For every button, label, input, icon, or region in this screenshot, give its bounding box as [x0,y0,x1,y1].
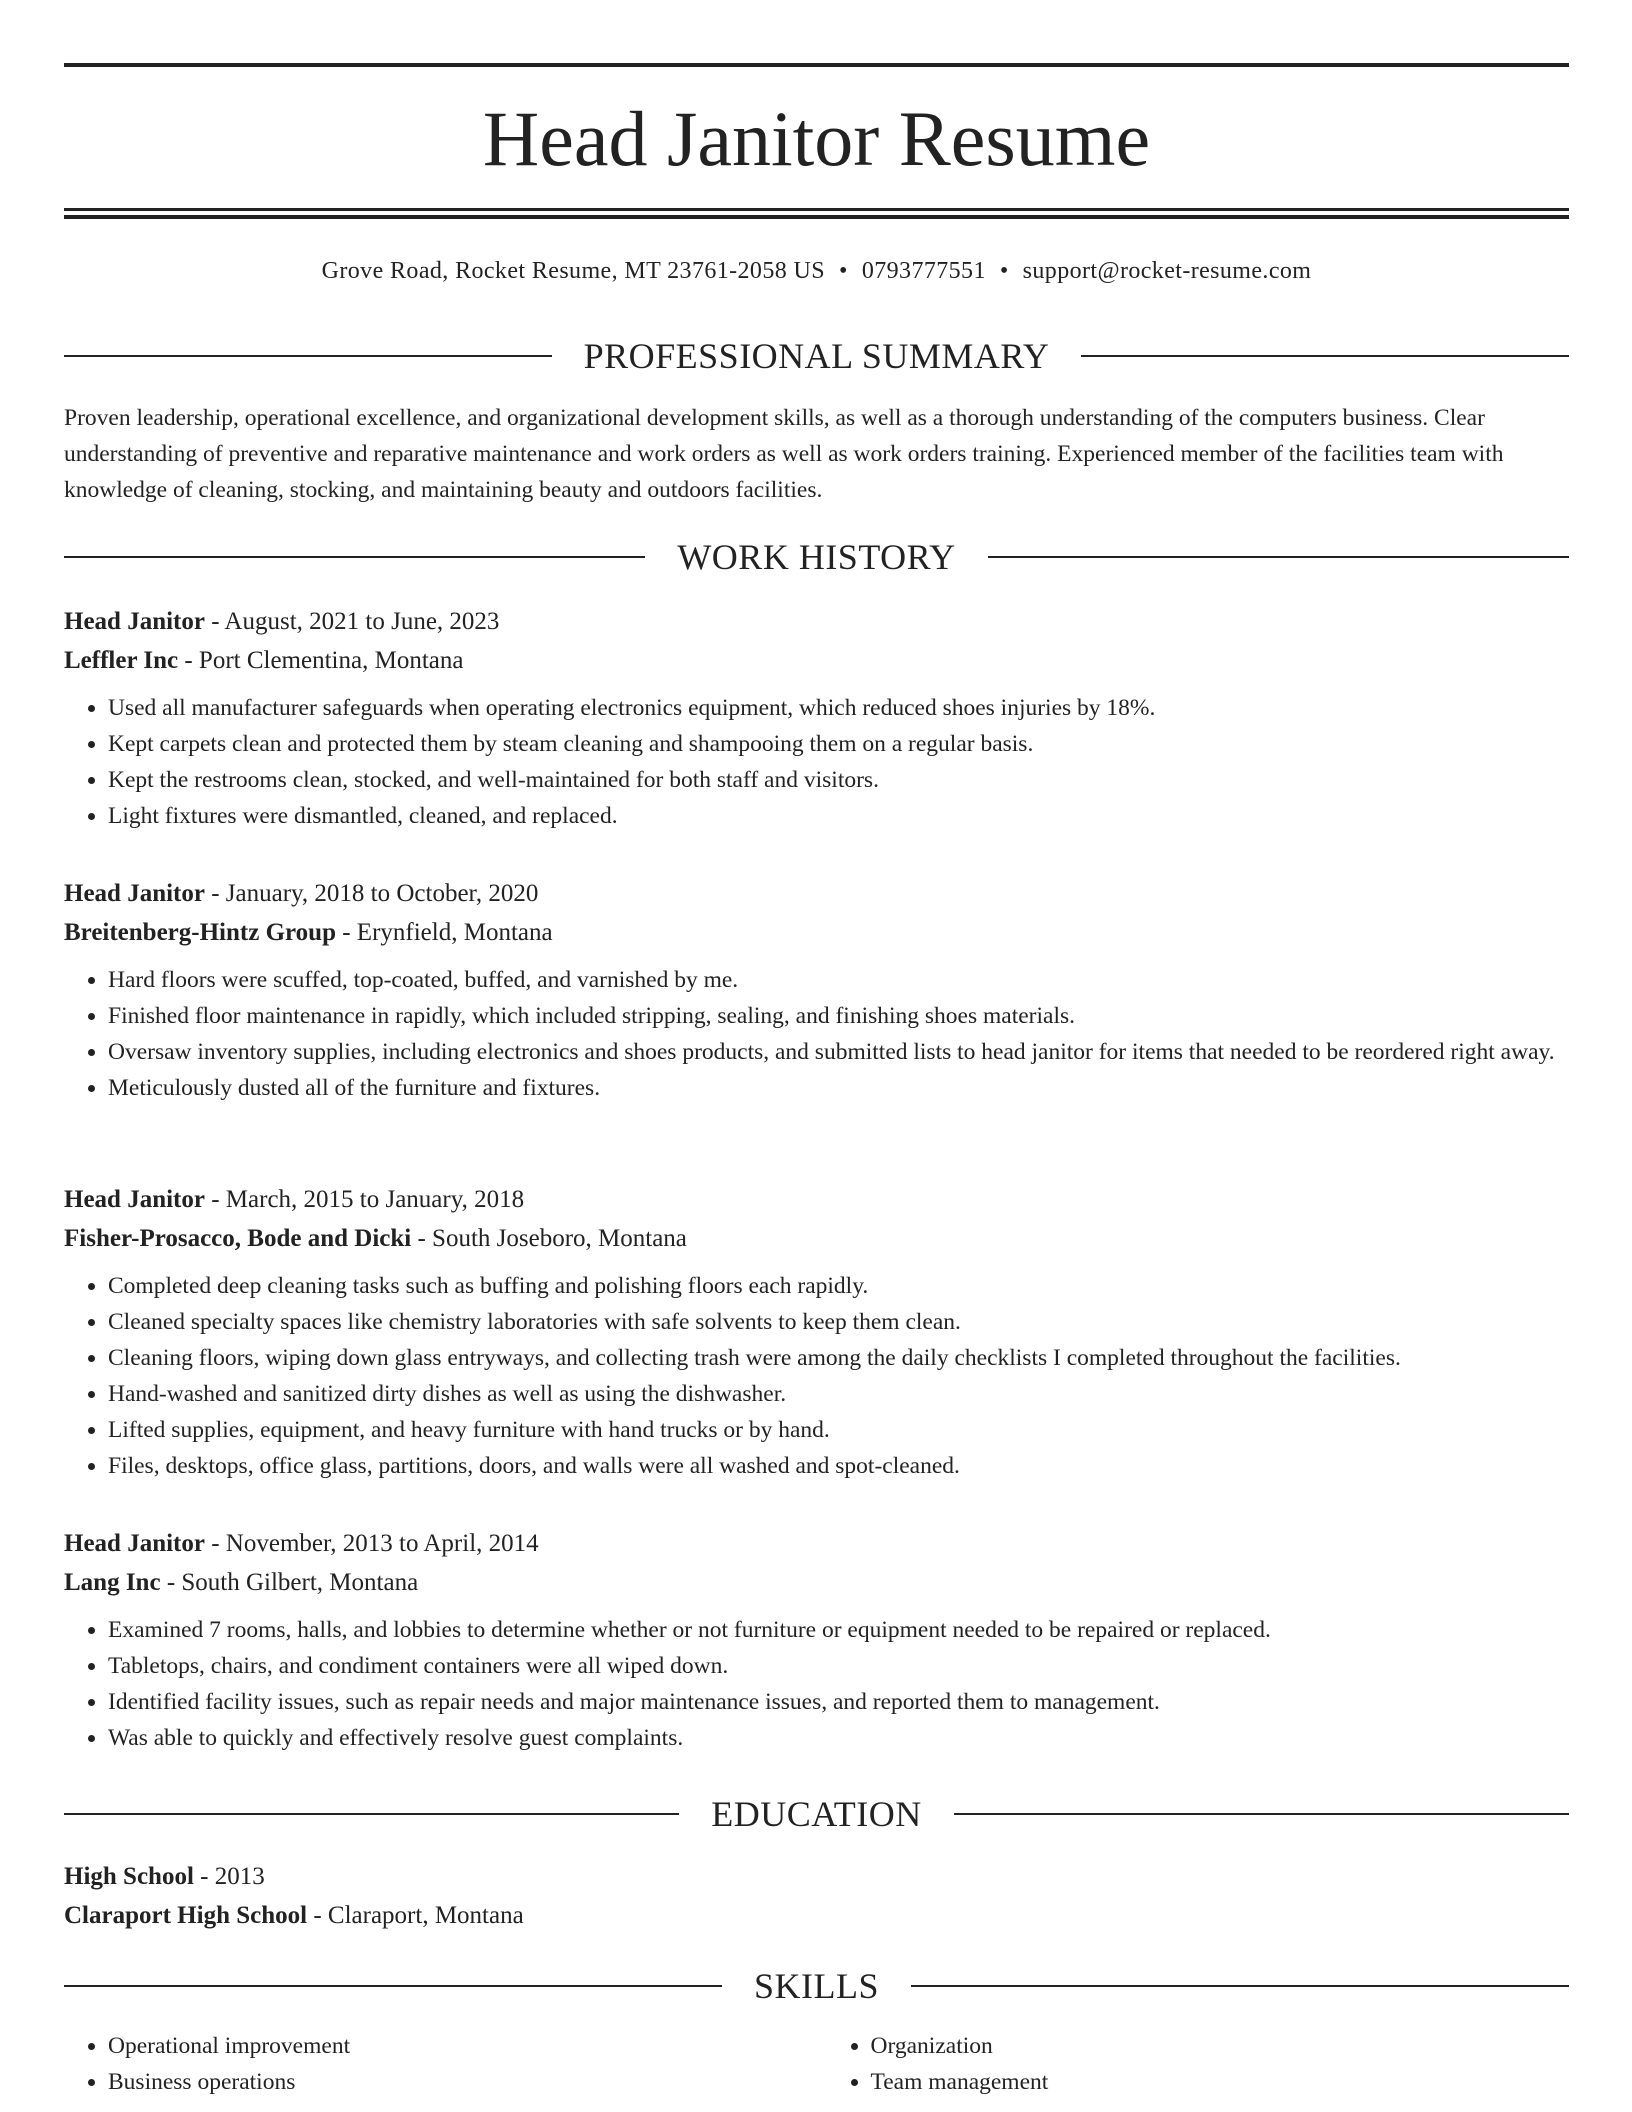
job-bullet: • Cleaning floors, wiping down glass entryways, and collecting trash were among the daily checklists I completed throughout the facilities. [108,1340,1569,1376]
job-bullet: • Kept the restrooms clean, stocked, and well-maintained for both staff and visitors. [108,762,1569,798]
section-header-summary [64,334,1569,378]
job-company-line [64,1219,1569,1258]
job-company: Fisher-Prosacco, Bode and Dicki [64,1225,412,1252]
skill-item: • Operational improvement [108,2028,807,2064]
job-dates: - January, 2018 to October, 2020 [204,880,539,907]
education-degree: High School [64,1863,194,1890]
section-title-skills: SKILLS [754,1966,880,2006]
section-header-education [64,1792,1569,1836]
job-title: Head Janitor [64,1530,205,1557]
job-title-line [64,1180,1569,1219]
divider-line [64,1985,722,1987]
separator-dot: • [999,258,1009,284]
job-bullets [64,690,1569,834]
divider-line [988,556,1569,558]
section-title-summary: PROFESSIONAL SUMMARY [583,336,1050,376]
job-dates: - November, 2013 to April, 2014 [204,1530,539,1557]
job-entry [64,1180,1569,1484]
job-bullet: • Meticulously dusted all of the furniture and fixtures. [108,1070,1569,1106]
skill-item: • Team management [871,2064,1570,2100]
education-location: - Claraport, Montana [307,1902,524,1929]
job-company: Breitenberg-Hintz Group [64,919,336,946]
resume-title: Head Janitor Resume [482,95,1151,182]
contact-address: Grove Road, Rocket Resume, MT 23761-2058 US [321,258,826,284]
contact-phone: 0793777551 [861,258,986,284]
job-bullet: • Files, desktops, office glass, partitions, doors, and walls were all washed and spot-cleaned. [108,1448,1569,1484]
job-company: Lang Inc [64,1569,161,1596]
contact-email: support@rocket-resume.com [1022,258,1312,284]
skills-list-left [64,2028,807,2100]
skills-list-right [827,2028,1570,2100]
title-rule-upper [64,208,1569,211]
job-location: - Port Clementina, Montana [178,647,464,674]
job-entry [64,1524,1569,1756]
education-year: - 2013 [193,1863,265,1890]
job-bullet: • Kept carpets clean and protected them by steam cleaning and shampooing them on a regular basis. [108,726,1569,762]
title-rule-lower [64,215,1569,219]
job-dates: - March, 2015 to January, 2018 [204,1186,525,1213]
divider-line [954,1813,1569,1815]
job-entry [64,602,1569,834]
job-company-line [64,913,1569,952]
job-company: Leffler Inc [64,647,179,674]
job-bullet: • Lifted supplies, equipment, and heavy furniture with hand trucks or by hand. [108,1412,1569,1448]
education-entry [64,1857,1569,1935]
education-degree-line [64,1857,1569,1896]
job-bullet: • Used all manufacturer safeguards when operating electronics equipment, which reduced shoes injuries by 18%. [108,690,1569,726]
skills-columns [64,2028,1569,2100]
divider-line [64,1813,679,1815]
section-header-skills [64,1964,1569,2008]
separator-dot: • [839,258,848,284]
education-school: Claraport High School [64,1902,308,1929]
divider-line [911,1985,1569,1987]
job-title-line [64,1524,1569,1563]
section-title-education: EDUCATION [711,1794,922,1834]
job-bullets [64,1612,1569,1756]
job-location: - Erynfield, Montana [335,919,553,946]
divider-line [1081,355,1569,357]
job-bullets [64,962,1569,1106]
job-company-line [64,641,1569,680]
summary-text: Proven leadership, operational excellence, and organizational development skills, as well as a thorough understanding of the computers business. Clear understanding of preventive and reparative maintenance and work orders as well as work orders training. Experienced member of the facilities team with knowledge of cleaning, stocking, and maintaining beauty and outdoors facilities. [64,405,1504,503]
skill-item: • Organization [871,2028,1570,2064]
contact-line [64,254,1569,288]
job-bullet: • Tabletops, chairs, and condiment containers were all wiped down. [108,1648,1569,1684]
job-bullet: • Finished floor maintenance in rapidly, which included stripping, sealing, and finishing shoes materials. [108,998,1569,1034]
education-school-line [64,1896,1569,1935]
job-bullet: • Identified facility issues, such as repair needs and major maintenance issues, and reported them to management. [108,1684,1569,1720]
job-title-line [64,602,1569,641]
job-company-line [64,1563,1569,1602]
job-title: Head Janitor [64,1186,205,1213]
job-bullet: • Hard floors were scuffed, top-coated, buffed, and varnished by me. [108,962,1569,998]
divider-line [64,355,552,357]
job-bullet: • Examined 7 rooms, halls, and lobbies to determine whether or not furniture or equipment needed to be repaired or replaced. [108,1612,1569,1648]
skill-item: • Business operations [108,2064,807,2100]
job-bullets [64,1268,1569,1484]
job-dates: - August, 2021 to June, 2023 [204,608,500,635]
job-bullet: • Oversaw inventory supplies, including electronics and shoes products, and submitted lists to head janitor for items that needed to be reordered right away. [108,1034,1569,1070]
job-title: Head Janitor [64,608,205,635]
job-entry [64,874,1569,1106]
job-bullet: • Hand-washed and sanitized dirty dishes as well as using the dishwasher. [108,1376,1569,1412]
job-location: - South Gilbert, Montana [160,1569,419,1596]
section-header-work [64,535,1569,579]
job-title: Head Janitor [64,880,205,907]
job-title-line [64,874,1569,913]
job-location: - South Joseboro, Montana [411,1225,687,1252]
job-bullet: • Cleaned specialty spaces like chemistry laboratories with safe solvents to keep them clean. [108,1304,1569,1340]
divider-line [64,556,645,558]
job-bullet: • Light fixtures were dismantled, cleaned, and replaced. [108,798,1569,834]
top-rule [64,63,1569,67]
section-title-work: WORK HISTORY [677,537,956,577]
job-bullet: • Was able to quickly and effectively resolve guest complaints. [108,1720,1569,1756]
job-bullet: • Completed deep cleaning tasks such as buffing and polishing floors each rapidly. [108,1268,1569,1304]
